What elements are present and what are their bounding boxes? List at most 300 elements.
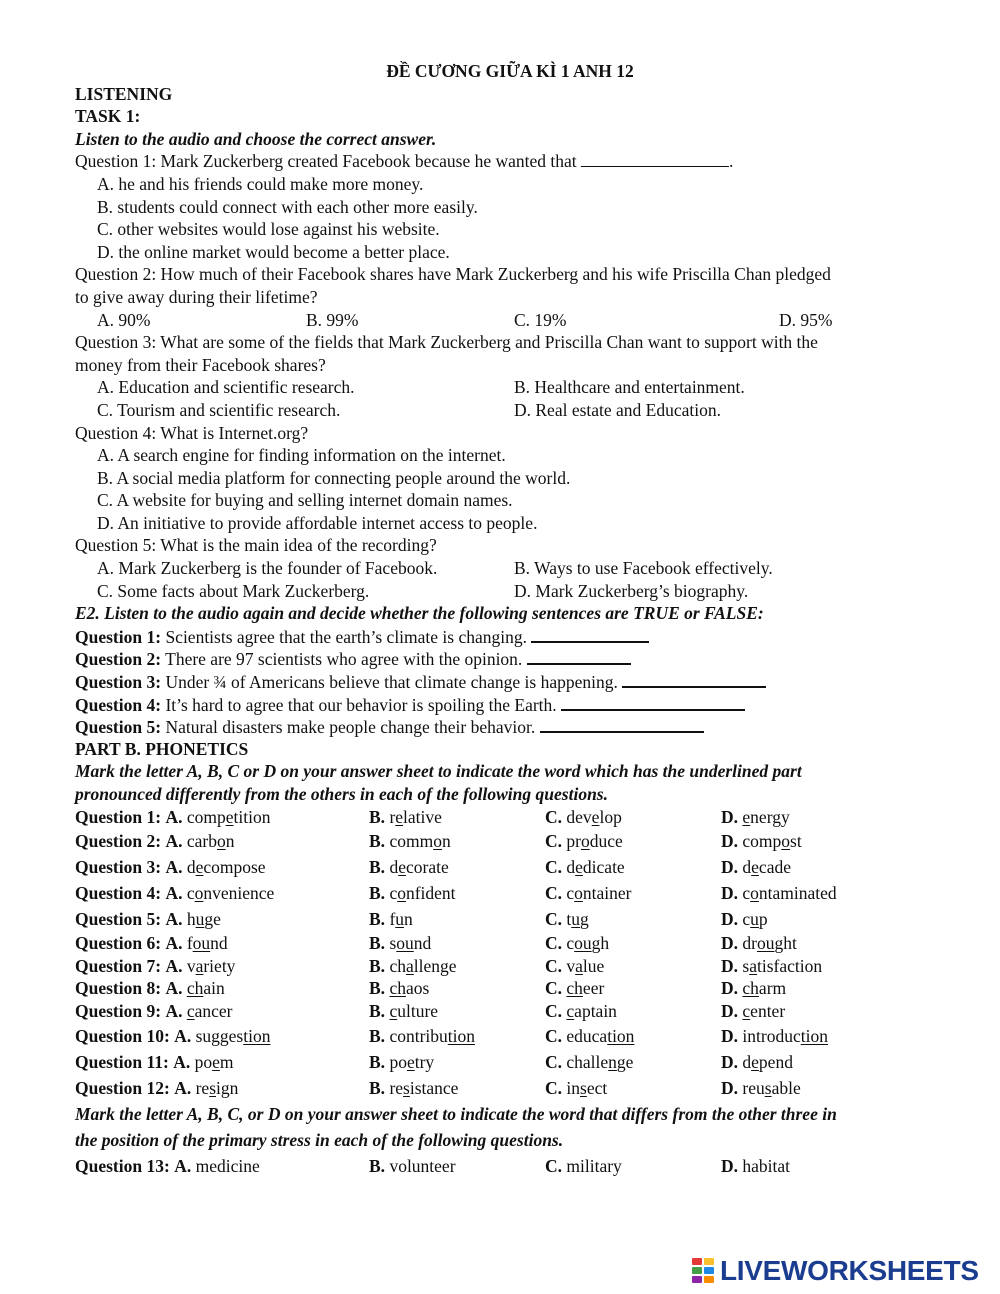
word-part: comp	[186, 806, 226, 827]
word-part: c	[566, 883, 575, 904]
q2-options	[75, 309, 945, 332]
word-part: n	[225, 831, 235, 852]
word-part: po	[194, 1051, 213, 1072]
liveworksheets-logo-text: LIVEWORKSHEETS	[720, 1255, 979, 1286]
phonetics-question-10	[75, 1023, 945, 1049]
option-letter: B.	[369, 883, 386, 904]
option-d[interactable]	[721, 955, 822, 978]
option-letter: A.	[174, 1025, 192, 1046]
underlined-part: u	[195, 909, 205, 930]
option-letter: D.	[721, 831, 739, 852]
option-letter: C.	[545, 857, 563, 878]
question-label: Question 5:	[75, 909, 162, 930]
word-part: d	[566, 857, 576, 878]
option-c[interactable]	[545, 806, 622, 829]
q5-option-d[interactable]: D. Mark Zuckerberg’s biography.	[514, 580, 749, 601]
word-part: comp	[742, 831, 782, 852]
word-part: dr	[742, 933, 757, 954]
option-letter: B.	[369, 806, 386, 827]
option-letter: D.	[721, 955, 739, 976]
option-letter: D.	[721, 883, 739, 904]
tf-item-3	[75, 670, 945, 693]
underlined-part: ch	[389, 978, 406, 999]
word-part: enter	[750, 1000, 786, 1021]
word-part: nd	[413, 933, 432, 954]
underlined-part: e	[395, 806, 404, 827]
word-part: pend	[758, 1051, 793, 1072]
option-b[interactable]	[369, 828, 451, 854]
underlined-part: e	[398, 857, 406, 878]
phonetics-question-12	[75, 1075, 945, 1101]
option-letter: C.	[545, 978, 563, 999]
question-label: Question 4:	[75, 883, 162, 904]
underlined-part: u	[750, 909, 759, 930]
option-c[interactable]	[545, 955, 604, 978]
word-part: challe	[566, 1051, 609, 1072]
underlined-part: tion	[243, 1025, 271, 1046]
word-part: tition	[233, 806, 271, 827]
word-part: lative	[403, 806, 442, 827]
option-a[interactable]	[75, 828, 234, 854]
phonetics-instruction-line1: Mark the letter A, B, C or D on your answer sheet to indicate the word which has the underlined part	[75, 761, 802, 782]
option-a[interactable]	[75, 1023, 270, 1049]
word-part: ain	[203, 978, 225, 999]
option-letter: D.	[721, 978, 739, 999]
option-letter: B.	[369, 909, 386, 930]
word-part: st	[790, 831, 802, 852]
option-d[interactable]	[721, 1075, 801, 1101]
tf-label: Question 4:	[75, 694, 162, 715]
worksheet	[75, 60, 945, 1179]
word-part: p	[758, 909, 768, 930]
option-letter: D.	[721, 1000, 739, 1021]
word-part: carb	[186, 831, 217, 852]
option-d[interactable]	[721, 1000, 785, 1023]
option-letter: C.	[545, 909, 563, 930]
option-letter: D.	[721, 806, 739, 827]
word-part: comm	[389, 831, 434, 852]
q3-stem-line1: Question 3: What are some of the fields that Mark Zuckerberg and Priscilla Chan want to support with the	[75, 332, 818, 353]
word-part: sugges	[195, 1025, 244, 1046]
word-part: dev	[566, 806, 592, 827]
stress-instruction-line2: the position of the primary stress in each of the following questions.	[75, 1129, 564, 1150]
phonetics-question-8	[75, 977, 945, 1000]
word-part: istance	[409, 1077, 459, 1098]
tf-item-2	[75, 647, 945, 670]
option-letter: B.	[369, 1051, 386, 1072]
word-part: d	[742, 857, 752, 878]
option-c[interactable]	[545, 854, 625, 880]
tf-label: Question 3:	[75, 672, 162, 693]
q3-option-a[interactable]: A. Education and scientific research.	[97, 377, 355, 398]
word-part: ntaminated	[758, 883, 837, 904]
word-part: gh	[591, 933, 610, 954]
tf-text: Under ¾ of Americans believe that climate change is happening.	[165, 672, 618, 693]
option-a[interactable]	[75, 854, 266, 880]
liveworksheets-logo	[692, 1254, 992, 1288]
word-part: reu	[742, 1077, 765, 1098]
option-a[interactable]	[75, 1049, 234, 1075]
word-part: eer	[582, 978, 605, 999]
phonetics-question-4	[75, 880, 945, 906]
option-c[interactable]	[545, 1000, 617, 1023]
option-letter: A.	[165, 933, 183, 954]
word-part: g	[580, 909, 589, 930]
word-part: in	[566, 1077, 581, 1098]
word-part: pr	[566, 831, 581, 852]
option-c[interactable]	[545, 1023, 634, 1049]
q4-stem: Question 4: What is Internet.org?	[75, 422, 309, 443]
q1-option-b[interactable]: B. students could connect with each other more easily.	[97, 196, 478, 217]
q4-option-a[interactable]: A. A search engine for finding information on the internet.	[97, 445, 506, 466]
q2-option-b[interactable]: B. 99%	[306, 309, 359, 330]
tf-item-5	[75, 715, 945, 738]
word-part: educa	[566, 1025, 608, 1046]
word-part: v	[186, 955, 196, 976]
word-part: r	[389, 806, 396, 827]
word-part: compose	[203, 857, 266, 878]
underlined-part: s	[403, 1077, 410, 1098]
q1-option-d[interactable]: D. the online market would become a better place.	[97, 241, 450, 262]
task1-instruction: Listen to the audio and choose the correct answer.	[75, 128, 437, 149]
option-letter: A.	[165, 831, 183, 852]
option-letter: C.	[545, 955, 563, 976]
q1-option-c[interactable]: C. other websites would lose against his website.	[97, 219, 440, 240]
option-letter: A.	[165, 1000, 183, 1021]
tf-text: Scientists agree that the earth’s climate is changing.	[165, 626, 527, 647]
word-part: h	[186, 909, 196, 930]
word-part: c	[566, 933, 575, 954]
option-letter: C.	[545, 1025, 563, 1046]
q5-options-row1	[75, 557, 945, 580]
option-letter: A.	[165, 978, 183, 999]
q5-option-b[interactable]: B. Ways to use Facebook effectively.	[514, 558, 773, 579]
option-letter: B.	[369, 1000, 386, 1021]
q5-option-c[interactable]: C. Some facts about Mark Zuckerberg.	[97, 580, 370, 601]
underlined-part: ch	[566, 978, 583, 999]
option-c[interactable]	[545, 977, 604, 1000]
q3-options-row2	[75, 399, 945, 422]
tf-text: Natural disasters make people change their behavior.	[165, 717, 536, 738]
option-letter: A.	[165, 883, 183, 904]
option-c[interactable]	[545, 906, 589, 932]
option-a[interactable]	[75, 906, 221, 932]
option-a[interactable]	[75, 932, 228, 955]
phonetics-instruction-line2: pronounced differently from the others in each of the following questions.	[75, 784, 608, 804]
word-part: f	[186, 933, 193, 954]
word-part: lue	[582, 955, 605, 976]
answer-blank[interactable]	[581, 150, 729, 167]
word-part: ge	[616, 1051, 634, 1072]
underlined-part: n	[608, 1051, 617, 1072]
option-letter: B.	[369, 978, 386, 999]
underlined-part: e	[406, 1051, 415, 1072]
underlined-part: ou	[396, 933, 414, 954]
word-part: v	[566, 955, 576, 976]
question-label: Question 3:	[75, 857, 162, 878]
underlined-part: ou	[192, 933, 211, 954]
option-letter: D.	[721, 1155, 739, 1176]
option-c[interactable]	[545, 828, 623, 854]
q2-option-c[interactable]: C. 19%	[514, 309, 567, 330]
word-part: ght	[774, 933, 797, 954]
phonetics-question-6	[75, 932, 945, 955]
word-part: ect	[586, 1077, 608, 1098]
option-letter: A.	[165, 806, 183, 827]
option-b[interactable]	[369, 1075, 458, 1101]
word-part: able	[771, 1077, 801, 1098]
option-a[interactable]	[75, 977, 225, 1000]
option-a[interactable]	[75, 1000, 233, 1023]
underlined-part: o	[580, 831, 590, 852]
underlined-part: s	[209, 1077, 216, 1098]
underlined-part: c	[186, 1000, 195, 1021]
word-part: tisfaction	[756, 955, 823, 976]
phonetics-questions	[75, 806, 945, 1101]
word-part: c	[389, 883, 398, 904]
word-part: c	[186, 883, 195, 904]
option-d[interactable]	[721, 828, 802, 854]
option-c[interactable]	[545, 1075, 607, 1101]
word-part: ntainer	[582, 883, 632, 904]
tf-label: Question 5:	[75, 717, 162, 738]
e2-instruction: E2. Listen to the audio again and decide whether the following sentences are TRUE or FALSE:	[75, 603, 764, 624]
underlined-part: tion	[447, 1025, 475, 1046]
question-label: Question 9:	[75, 1000, 162, 1021]
q4-option-c[interactable]: C. A website for buying and selling internet domain names.	[97, 490, 513, 511]
question-label: Question 2:	[75, 831, 162, 852]
word-part: ulture	[397, 1000, 439, 1021]
option-b[interactable]	[369, 806, 442, 829]
option-letter: D.	[721, 1025, 739, 1046]
q3-stem-line2: money from their Facebook shares?	[75, 354, 326, 375]
option-d[interactable]	[721, 880, 837, 906]
tf-text: There are 97 scientists who agree with the opinion.	[165, 649, 523, 670]
question-13	[75, 1153, 945, 1179]
option-b[interactable]	[369, 1000, 438, 1023]
option-b[interactable]	[369, 906, 413, 932]
underlined-part: u	[571, 909, 581, 930]
tf-label: Question 1:	[75, 626, 162, 647]
option-letter: A.	[165, 955, 183, 976]
option-b[interactable]	[369, 854, 449, 880]
question-label: Question 7:	[75, 955, 162, 976]
q13-option-a[interactable]: medicine	[195, 1155, 260, 1176]
underlined-part: s	[580, 1077, 587, 1098]
q5-stem: Question 5: What is the main idea of the recording?	[75, 535, 437, 556]
option-b[interactable]	[369, 880, 456, 906]
word-part: ch	[389, 955, 406, 976]
liveworksheets-logo-icon	[692, 1258, 716, 1284]
option-d[interactable]	[721, 906, 768, 932]
option-letter: D.	[721, 909, 739, 930]
section-heading-phonetics: PART B. PHONETICS	[75, 738, 249, 759]
word-part: introduc	[742, 1025, 801, 1046]
option-a[interactable]	[75, 880, 274, 906]
option-letter: B.	[369, 857, 386, 878]
option-letter: C.	[545, 831, 563, 852]
underlined-part: c	[742, 1000, 751, 1021]
underlined-part: e	[212, 1051, 220, 1072]
question-label: Question 8:	[75, 978, 162, 999]
word-part: d	[186, 857, 196, 878]
word-part: po	[389, 1051, 407, 1072]
answer-blank[interactable]	[540, 715, 704, 733]
q4-option-d[interactable]: D. An initiative to provide affordable internet access to people.	[97, 512, 538, 533]
option-letter: C.	[545, 1051, 563, 1072]
word-part: d	[389, 857, 399, 878]
underlined-part: e	[742, 806, 751, 827]
underlined-part: o	[574, 883, 583, 904]
option-letter: B.	[369, 831, 386, 852]
underlined-part: tion	[800, 1025, 828, 1046]
answer-blank[interactable]	[527, 647, 631, 665]
option-letter: C.	[545, 933, 563, 954]
option-d[interactable]	[721, 1049, 793, 1075]
section-heading-listening: LISTENING	[75, 83, 173, 104]
option-b[interactable]	[369, 932, 431, 955]
tf-text: It’s hard to agree that our behavior is spoiling the Earth.	[165, 694, 557, 715]
underlined-part: ou	[756, 933, 775, 954]
underlined-part: ou	[574, 933, 592, 954]
option-d[interactable]	[721, 1023, 828, 1049]
q2-option-d[interactable]: D. 95%	[779, 309, 833, 330]
underlined-part: e	[751, 1051, 759, 1072]
option-letter: B.	[369, 1155, 386, 1176]
word-part: nfident	[405, 883, 456, 904]
option-a[interactable]	[75, 806, 270, 829]
phonetics-question-3	[75, 854, 945, 880]
word-part: m	[219, 1051, 234, 1072]
q2-option-a[interactable]: A. 90%	[97, 309, 151, 330]
option-a[interactable]	[75, 1075, 238, 1101]
tf-item-4	[75, 693, 945, 716]
q3-option-b[interactable]: B. Healthcare and entertainment.	[514, 377, 745, 398]
phonetics-question-1	[75, 806, 945, 829]
underlined-part: a	[405, 955, 414, 976]
underlined-part: e	[591, 806, 600, 827]
q2-stem-line1: Question 2: How much of their Facebook shares have Mark Zuckerberg and his wife Priscilla Chan pledged	[75, 264, 831, 285]
word-part: ge	[204, 909, 221, 930]
option-d[interactable]	[721, 977, 786, 1000]
underlined-part: o	[750, 883, 759, 904]
word-part: nvenience	[203, 883, 275, 904]
word-part: arm	[758, 978, 787, 999]
word-part: lop	[599, 806, 622, 827]
option-letter: B.	[369, 955, 386, 976]
underlined-part: o	[397, 883, 406, 904]
underlined-part: e	[575, 857, 583, 878]
word-part: f	[389, 909, 396, 930]
answer-blank[interactable]	[531, 625, 649, 643]
answer-blank[interactable]	[622, 670, 766, 688]
underlined-part: o	[781, 831, 791, 852]
option-a[interactable]	[75, 955, 235, 978]
underlined-part: e	[225, 806, 234, 827]
question-label: Question 12:	[75, 1077, 170, 1098]
option-letter: D.	[721, 1077, 739, 1098]
word-part: llenge	[413, 955, 457, 976]
option-letter: C.	[545, 1077, 563, 1098]
q1-option-a[interactable]: A. he and his friends could make more money.	[97, 173, 424, 194]
option-d[interactable]	[721, 854, 791, 880]
answer-blank[interactable]	[561, 693, 745, 711]
option-c[interactable]	[545, 1049, 633, 1075]
word-part: try	[414, 1051, 435, 1072]
option-b[interactable]	[369, 1023, 475, 1049]
question-label: Question 1:	[75, 806, 162, 827]
tf-label: Question 2:	[75, 649, 162, 670]
q5-options-row2	[75, 580, 945, 603]
word-part: c	[742, 883, 751, 904]
option-b[interactable]	[369, 977, 429, 1000]
underlined-part: s	[764, 1077, 772, 1098]
word-part: re	[389, 1077, 404, 1098]
word-part: duce	[589, 831, 623, 852]
underlined-part: o	[194, 883, 204, 904]
option-letter: A.	[165, 857, 183, 878]
option-c[interactable]	[545, 880, 632, 906]
word-part: d	[742, 1051, 752, 1072]
underlined-part: ch	[742, 978, 759, 999]
phonetics-question-11	[75, 1049, 945, 1075]
q13-option-b[interactable]: volunteer	[389, 1155, 456, 1176]
phonetics-question-2	[75, 828, 945, 854]
option-letter: A.	[174, 1155, 192, 1176]
task1-heading: TASK 1:	[75, 106, 141, 127]
word-part: riety	[203, 955, 236, 976]
underlined-part: c	[389, 1000, 398, 1021]
question-label: Question 13:	[75, 1155, 170, 1176]
word-part: t	[566, 909, 572, 930]
q13-option-c[interactable]: military	[566, 1155, 622, 1176]
q4-option-b[interactable]: B. A social media platform for connecting people around the world.	[97, 467, 571, 488]
word-part: corate	[405, 857, 449, 878]
option-letter: B.	[369, 933, 386, 954]
option-b[interactable]	[369, 1049, 434, 1075]
option-d[interactable]	[721, 932, 797, 955]
word-part: ancer	[194, 1000, 233, 1021]
question-label: Question 6:	[75, 933, 162, 954]
word-part: aos	[405, 978, 430, 999]
q3-option-d[interactable]: D. Real estate and Education.	[514, 399, 722, 420]
option-d[interactable]	[721, 806, 790, 829]
option-c[interactable]	[545, 932, 609, 955]
word-part: ign	[216, 1077, 239, 1098]
underlined-part: c	[566, 1000, 575, 1021]
option-letter: B.	[369, 1025, 386, 1046]
underlined-part: e	[751, 857, 759, 878]
option-letter: D.	[721, 857, 739, 878]
q3-option-c[interactable]: C. Tourism and scientific research.	[97, 399, 341, 420]
question-label: Question 10:	[75, 1025, 170, 1046]
option-letter: C.	[545, 1155, 563, 1176]
q3-options-row1	[75, 376, 945, 399]
word-part: s	[389, 933, 397, 954]
word-part: cade	[758, 857, 791, 878]
question-1-stem: Question 1: Mark Zuckerberg created Facebook because he wanted that .	[75, 151, 734, 172]
underlined-part: o	[433, 831, 442, 852]
q5-option-a[interactable]: A. Mark Zuckerberg is the founder of Facebook.	[97, 558, 438, 579]
q13-option-d[interactable]: habitat	[742, 1155, 791, 1176]
option-letter: A.	[174, 1077, 192, 1098]
q2-stem-line2: to give away during their lifetime?	[75, 286, 318, 307]
tf-item-1	[75, 625, 945, 648]
word-part: aptain	[574, 1000, 617, 1021]
word-part: nd	[210, 933, 228, 954]
option-b[interactable]	[369, 955, 457, 978]
word-part: contribu	[389, 1025, 448, 1046]
